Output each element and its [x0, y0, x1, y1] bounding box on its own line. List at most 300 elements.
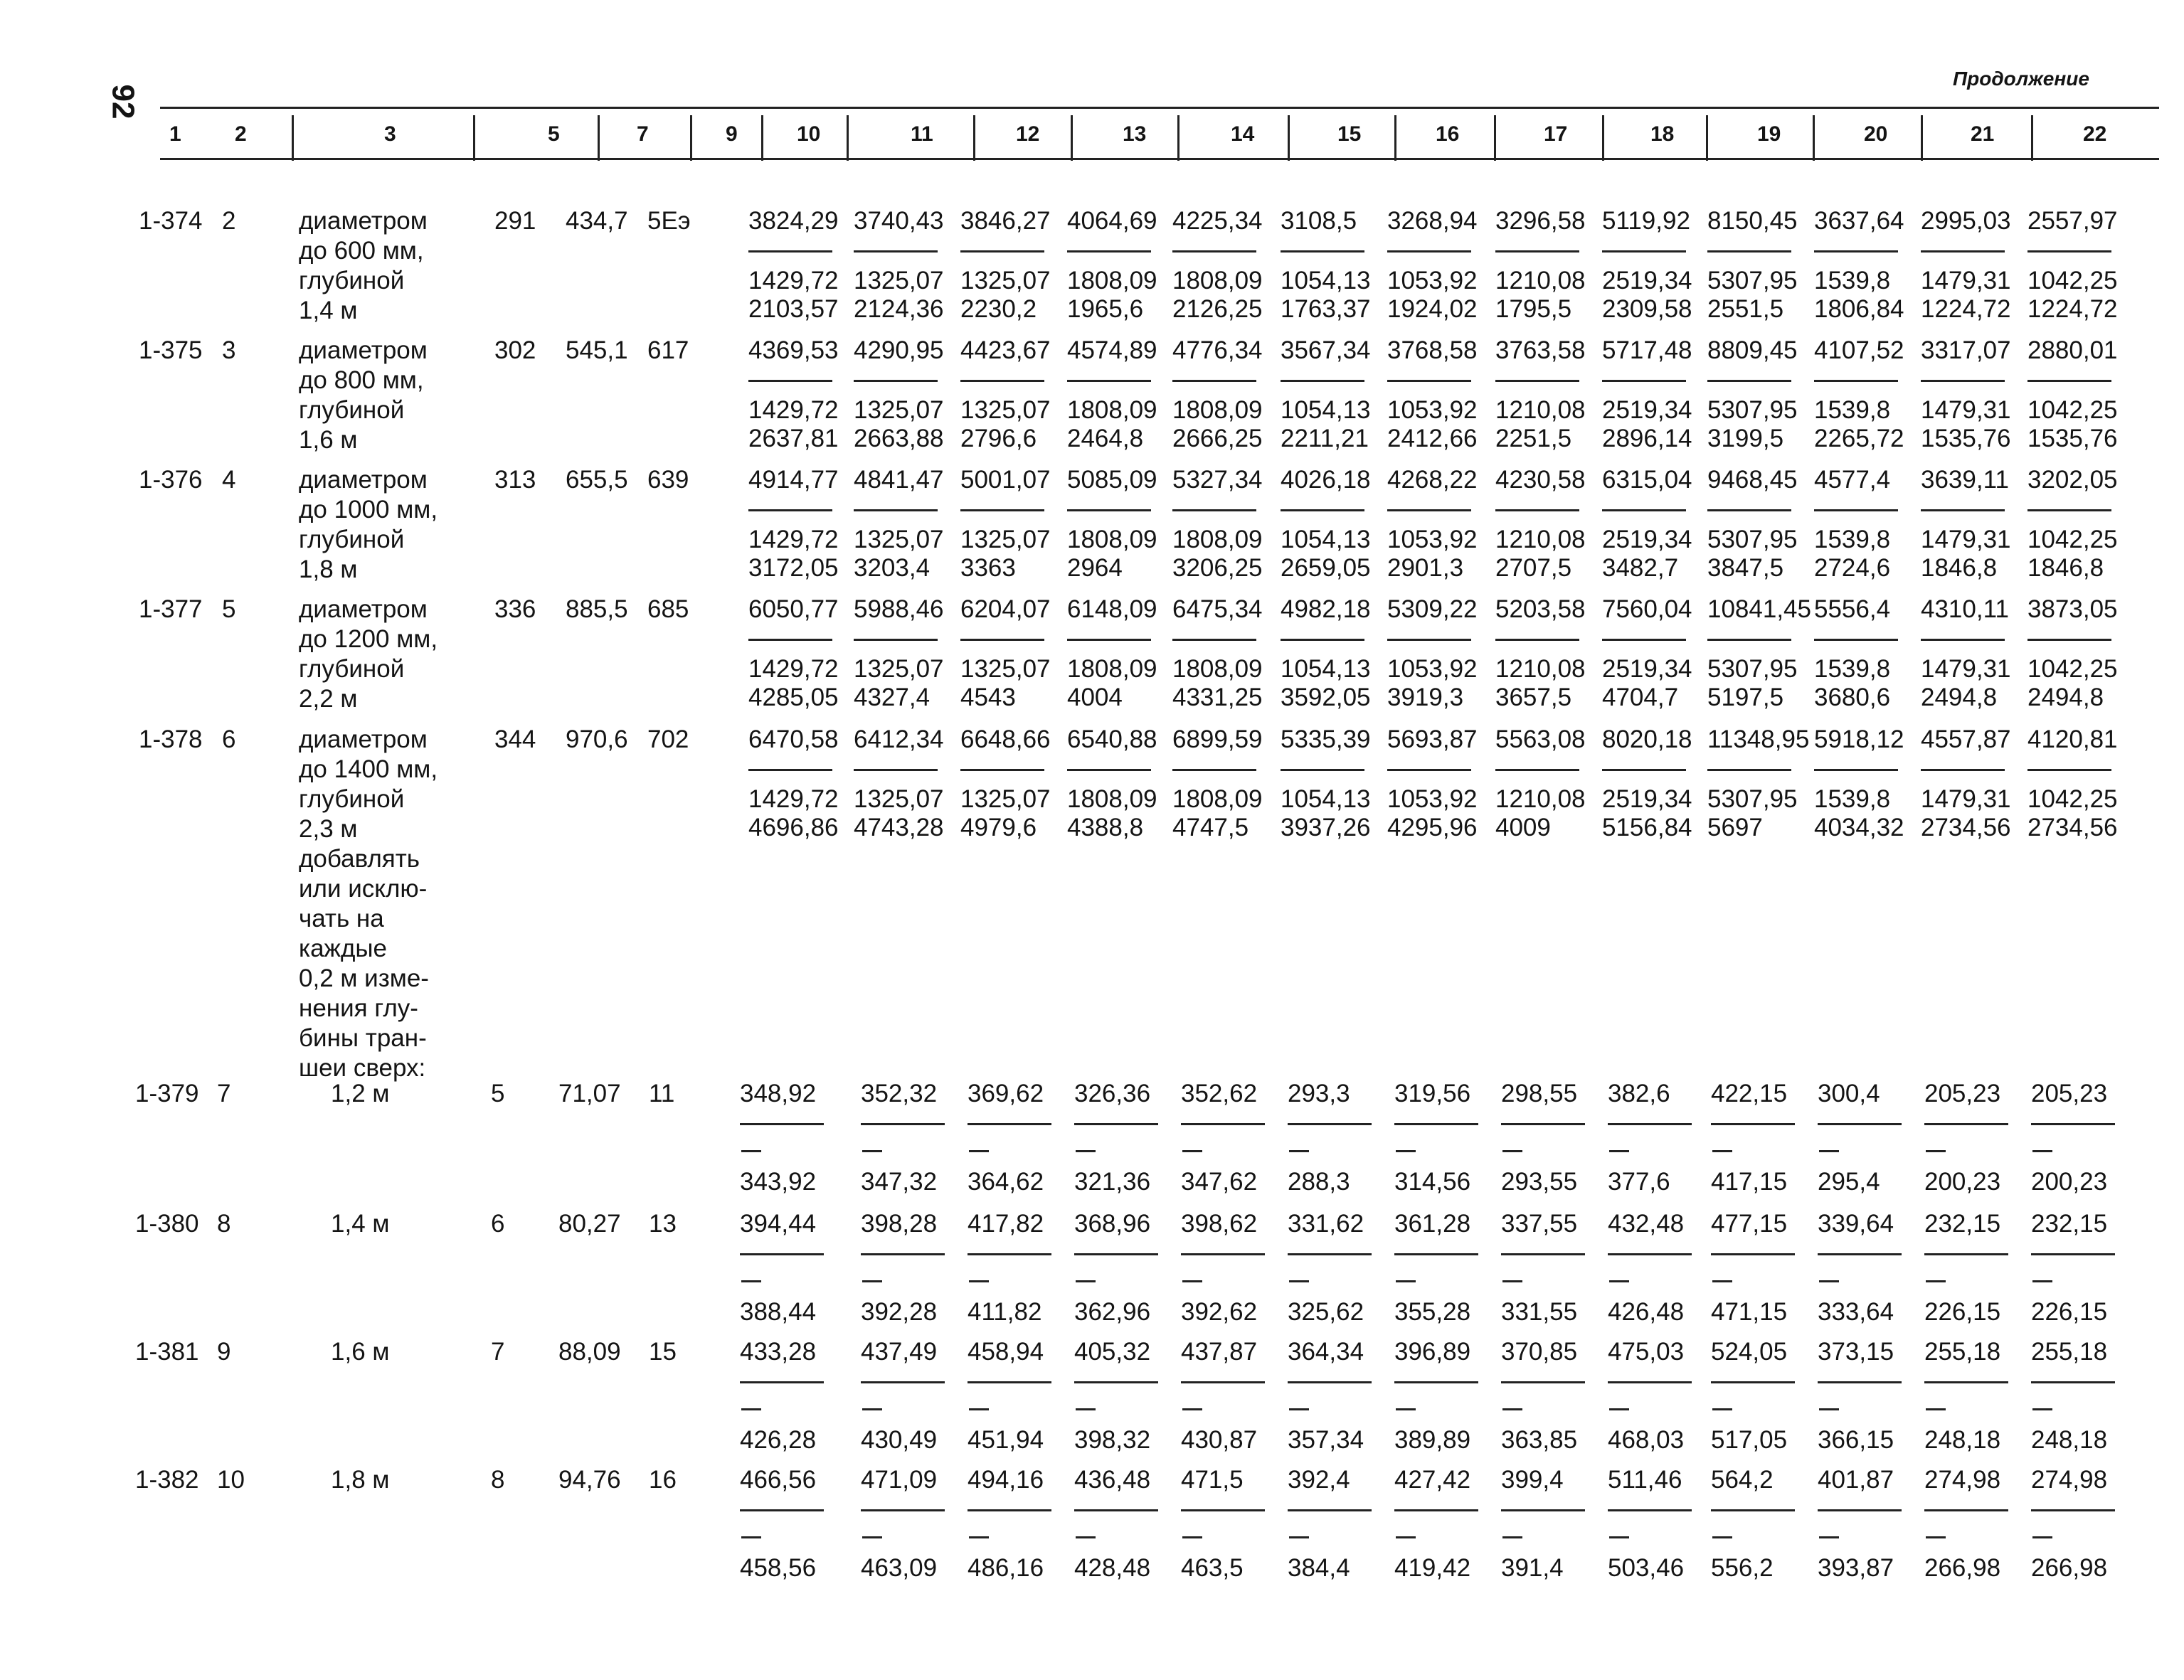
- cell-value-bottom: 377,6: [1608, 1168, 1670, 1196]
- fraction-dash: [1502, 1408, 1522, 1410]
- cell-value-mid: 1042,25: [2027, 655, 2118, 683]
- cell-value-bottom: 517,05: [1711, 1426, 1788, 1454]
- fraction-dash: [862, 1280, 882, 1282]
- header-separator: [1706, 115, 1708, 161]
- row-description-line: чать на: [299, 905, 384, 932]
- cell-value-bottom: 2663,88: [854, 425, 944, 452]
- cell-value-top: 4120,81: [2027, 725, 2118, 753]
- cell-col-7: 94,76: [558, 1466, 621, 1494]
- cell-value-bottom: 393,87: [1818, 1554, 1894, 1582]
- cell-value-top: 348,92: [740, 1080, 817, 1107]
- fraction-dash: [1707, 380, 1791, 382]
- cell-value-bottom: 4979,6: [960, 814, 1037, 841]
- cell-value-mid: 2519,34: [1602, 526, 1692, 553]
- fraction-dash: [1818, 1253, 1902, 1255]
- fraction-dash: [960, 250, 1044, 252]
- fraction-dash: [1602, 769, 1686, 771]
- cell-value-bottom: 4327,4: [854, 684, 931, 711]
- column-header-10: 10: [797, 122, 821, 146]
- cell-value-top: 4423,67: [960, 336, 1051, 364]
- cell-value-bottom: 1224,72: [1921, 295, 2011, 323]
- fraction-dash: [1074, 1381, 1158, 1383]
- cell-col-9: 617: [647, 336, 689, 364]
- cell-value-bottom: 4388,8: [1067, 814, 1144, 841]
- fraction-dash: [1495, 250, 1579, 252]
- header-separator: [1071, 115, 1073, 161]
- row-description-line: до 800 мм,: [299, 366, 424, 394]
- row-code: 1-377: [139, 595, 203, 623]
- cell-value-bottom: 343,92: [740, 1168, 817, 1196]
- cell-value-top: 6648,66: [960, 725, 1051, 753]
- row-description: 1,2 м: [331, 1080, 390, 1107]
- cell-value-top: 4982,18: [1281, 595, 1371, 623]
- cell-value-top: 11348,95: [1707, 725, 1810, 753]
- cell-value-bottom: 266,98: [1924, 1554, 2001, 1582]
- cell-value-top: 352,62: [1181, 1080, 1258, 1107]
- fraction-dash: [861, 1509, 945, 1511]
- header-separator: [973, 115, 975, 161]
- fraction-dash: [1818, 1509, 1902, 1511]
- cell-value-top: 437,87: [1181, 1338, 1258, 1366]
- fraction-dash: [1711, 1381, 1795, 1383]
- cell-value-mid: 1325,07: [854, 655, 944, 683]
- fraction-dash: [2032, 1536, 2052, 1538]
- fraction-dash: [1288, 1253, 1372, 1255]
- cell-value-bottom: 2659,05: [1281, 554, 1371, 582]
- cell-value-top: 2995,03: [1921, 207, 2011, 235]
- fraction-dash: [1707, 769, 1791, 771]
- header-separator: [1394, 115, 1396, 161]
- fraction-dash: [740, 1253, 824, 1255]
- cell-col-7: 970,6: [566, 725, 628, 753]
- cell-value-top: 3637,64: [1814, 207, 1904, 235]
- cell-value-top: 5988,46: [854, 595, 944, 623]
- cell-value-mid: 1053,92: [1387, 526, 1478, 553]
- cell-value-bottom: 355,28: [1394, 1298, 1471, 1326]
- cell-value-bottom: 426,28: [740, 1426, 817, 1454]
- fraction-dash: [1501, 1381, 1585, 1383]
- fraction-dash: [1818, 1381, 1902, 1383]
- row-description-line: нения глу-: [299, 994, 418, 1022]
- cell-col-5: 5: [491, 1080, 505, 1107]
- cell-value-top: 471,09: [861, 1466, 938, 1494]
- fraction-dash: [861, 1123, 945, 1125]
- cell-value-bottom: 2901,3: [1387, 554, 1464, 582]
- fraction-dash: [1074, 1509, 1158, 1511]
- fraction-dash: [1926, 1408, 1946, 1410]
- fraction-dash: [1281, 639, 1364, 641]
- cell-value-top: 398,28: [861, 1210, 938, 1238]
- fraction-dash: [740, 1509, 824, 1511]
- row-description-line: до 1200 мм,: [299, 625, 438, 653]
- cell-value-bottom: 389,89: [1394, 1426, 1471, 1454]
- row-description-line: до 600 мм,: [299, 237, 424, 265]
- row-description-line: до 1400 мм,: [299, 755, 438, 783]
- fraction-dash: [1076, 1150, 1096, 1152]
- fraction-dash: [1712, 1536, 1732, 1538]
- row-description-line: 2,3 м: [299, 815, 358, 843]
- fraction-dash: [1172, 250, 1256, 252]
- cell-value-bottom: 2124,36: [854, 295, 944, 323]
- fraction-dash: [1602, 380, 1686, 382]
- cell-value-bottom: 2230,2: [960, 295, 1037, 323]
- cell-value-top: 466,56: [740, 1466, 817, 1494]
- cell-value-top: 396,89: [1394, 1338, 1471, 1366]
- fraction-dash: [1608, 1381, 1692, 1383]
- cell-value-bottom: 428,48: [1074, 1554, 1151, 1582]
- fraction-dash: [1387, 769, 1471, 771]
- header-separator: [292, 115, 294, 161]
- cell-value-bottom: 3199,5: [1707, 425, 1784, 452]
- cell-value-top: 3873,05: [2027, 595, 2118, 623]
- cell-value-bottom: 288,3: [1288, 1168, 1350, 1196]
- row-code: 1-381: [135, 1338, 199, 1366]
- row-code: 1-376: [139, 466, 203, 494]
- cell-value-mid: 1539,8: [1814, 396, 1891, 424]
- fraction-dash: [1608, 1123, 1692, 1125]
- cell-value-top: 5085,09: [1067, 466, 1157, 494]
- column-header-1: 1: [169, 122, 181, 146]
- fraction-dash: [1394, 1381, 1478, 1383]
- cell-value-top: 4064,69: [1067, 207, 1157, 235]
- cell-value-bottom: 2494,8: [1921, 684, 1998, 711]
- fraction-dash: [1711, 1253, 1795, 1255]
- cell-value-top: 398,62: [1181, 1210, 1258, 1238]
- fraction-dash: [854, 509, 938, 511]
- cell-value-top: 4841,47: [854, 466, 944, 494]
- fraction-dash: [741, 1150, 761, 1152]
- cell-value-bottom: 363,85: [1501, 1426, 1578, 1454]
- column-header-14: 14: [1231, 122, 1255, 146]
- cell-value-bottom: 3937,26: [1281, 814, 1371, 841]
- cell-value-top: 255,18: [1924, 1338, 2001, 1366]
- cell-col-9: 639: [647, 466, 689, 494]
- cell-value-top: 437,49: [861, 1338, 938, 1366]
- cell-value-top: 5717,48: [1602, 336, 1692, 364]
- fraction-dash: [1067, 639, 1151, 641]
- cell-value-bottom: 2211,21: [1281, 425, 1369, 452]
- column-header-21: 21: [1971, 122, 1995, 146]
- cell-col-5: 313: [494, 466, 536, 494]
- row-code: 1-382: [135, 1466, 199, 1494]
- cell-value-bottom: 3203,4: [854, 554, 931, 582]
- cell-value-mid: 1325,07: [960, 785, 1051, 813]
- cell-value-top: 6475,34: [1172, 595, 1263, 623]
- cell-value-bottom: 458,56: [740, 1554, 817, 1582]
- row-number: 2: [222, 207, 236, 235]
- cell-value-bottom: 388,44: [740, 1298, 817, 1326]
- cell-value-bottom: 5156,84: [1602, 814, 1692, 841]
- fraction-dash: [1182, 1280, 1202, 1282]
- fraction-dash: [1172, 769, 1256, 771]
- cell-value-bottom: 248,18: [1924, 1426, 2001, 1454]
- cell-value-bottom: 4696,86: [748, 814, 839, 841]
- row-description-line: глубиной: [299, 655, 405, 683]
- cell-value-mid: 1325,07: [854, 526, 944, 553]
- fraction-dash: [1819, 1150, 1839, 1152]
- cell-value-bottom: 2412,66: [1387, 425, 1478, 452]
- cell-value-bottom: 366,15: [1818, 1426, 1894, 1454]
- fraction-dash: [1814, 380, 1898, 382]
- fraction-dash: [1281, 380, 1364, 382]
- fraction-dash: [1814, 509, 1898, 511]
- cell-value-top: 9468,45: [1707, 466, 1798, 494]
- cell-value-bottom: 4285,05: [748, 684, 839, 711]
- cell-value-bottom: 200,23: [1924, 1168, 2001, 1196]
- fraction-dash: [748, 380, 832, 382]
- cell-value-bottom: 2707,5: [1495, 554, 1572, 582]
- cell-value-bottom: 321,36: [1074, 1168, 1151, 1196]
- fraction-dash: [748, 639, 832, 641]
- fraction-dash: [1924, 1381, 2008, 1383]
- cell-value-bottom: 2734,56: [1921, 814, 2011, 841]
- fraction-dash: [1172, 380, 1256, 382]
- cell-value-top: 319,56: [1394, 1080, 1471, 1107]
- cell-value-mid: 1808,09: [1067, 785, 1157, 813]
- cell-value-top: 6204,07: [960, 595, 1051, 623]
- cell-value-mid: 1325,07: [960, 267, 1051, 294]
- header-separator: [2031, 115, 2033, 161]
- cell-value-top: 2880,01: [2027, 336, 2118, 364]
- cell-value-top: 3268,94: [1387, 207, 1478, 235]
- fraction-dash: [1067, 250, 1151, 252]
- row-description-line: добавлять: [299, 845, 420, 873]
- cell-col-9: 5Еэ: [647, 207, 691, 235]
- cell-value-top: 293,3: [1288, 1080, 1350, 1107]
- cell-value-bottom: 2103,57: [748, 295, 839, 323]
- fraction-dash: [862, 1150, 882, 1152]
- fraction-dash: [1281, 509, 1364, 511]
- cell-value-top: 370,85: [1501, 1338, 1578, 1366]
- fraction-dash: [968, 1123, 1051, 1125]
- row-description-line: диаметром: [299, 466, 428, 494]
- cell-value-top: 401,87: [1818, 1466, 1894, 1494]
- fraction-dash: [1712, 1408, 1732, 1410]
- cell-value-top: 10841,45: [1707, 595, 1811, 623]
- cell-value-bottom: 1846,8: [1921, 554, 1998, 582]
- cell-value-mid: 1429,72: [748, 526, 839, 553]
- fraction-dash: [1396, 1150, 1416, 1152]
- cell-value-top: 368,96: [1074, 1210, 1151, 1238]
- fraction-dash: [1502, 1150, 1522, 1152]
- cell-value-bottom: 3847,5: [1707, 554, 1784, 582]
- row-code: 1-380: [135, 1210, 199, 1238]
- cell-value-top: 394,44: [740, 1210, 817, 1238]
- row-code: 1-378: [139, 725, 203, 753]
- row-description-line: 1,8 м: [299, 555, 358, 583]
- cell-value-top: 298,55: [1501, 1080, 1578, 1107]
- cell-value-bottom: 331,55: [1501, 1298, 1578, 1326]
- cell-value-top: 3296,58: [1495, 207, 1586, 235]
- cell-value-bottom: 2796,6: [960, 425, 1037, 452]
- cell-value-bottom: 4004: [1067, 684, 1123, 711]
- cell-value-bottom: 357,34: [1288, 1426, 1364, 1454]
- fraction-dash: [1281, 250, 1364, 252]
- row-description-line: диаметром: [299, 336, 428, 364]
- cell-value-bottom: 1535,76: [2027, 425, 2118, 452]
- fraction-dash: [1926, 1536, 1946, 1538]
- fraction-dash: [1924, 1253, 2008, 1255]
- column-header-15: 15: [1337, 122, 1362, 146]
- fraction-dash: [1394, 1123, 1478, 1125]
- cell-value-top: 8809,45: [1707, 336, 1798, 364]
- cell-value-bottom: 426,48: [1608, 1298, 1685, 1326]
- fraction-dash: [2027, 380, 2111, 382]
- cell-value-top: 8150,45: [1707, 207, 1798, 235]
- cell-value-mid: 1042,25: [2027, 396, 2118, 424]
- row-number: 6: [222, 725, 236, 753]
- cell-value-top: 432,48: [1608, 1210, 1685, 1238]
- cell-value-top: 331,62: [1288, 1210, 1364, 1238]
- fraction-dash: [1172, 639, 1256, 641]
- cell-value-top: 511,46: [1608, 1466, 1682, 1494]
- cell-value-top: 4914,77: [748, 466, 839, 494]
- cell-value-bottom: 4009: [1495, 814, 1551, 841]
- column-header-11: 11: [911, 122, 933, 146]
- cell-value-top: 7560,04: [1602, 595, 1692, 623]
- fraction-dash: [2032, 1150, 2052, 1152]
- cell-value-top: 339,64: [1818, 1210, 1894, 1238]
- column-header-16: 16: [1436, 122, 1460, 146]
- cell-value-bottom: 364,62: [968, 1168, 1044, 1196]
- fraction-dash: [1609, 1150, 1629, 1152]
- row-description-line: 1,6 м: [299, 426, 358, 454]
- header-separator: [690, 115, 692, 161]
- row-description: 1,4 м: [331, 1210, 390, 1238]
- fraction-dash: [2031, 1381, 2115, 1383]
- cell-value-top: 417,82: [968, 1210, 1044, 1238]
- fraction-dash: [1712, 1150, 1732, 1152]
- fraction-dash: [1281, 769, 1364, 771]
- cell-col-5: 344: [494, 725, 536, 753]
- cell-value-top: 477,15: [1711, 1210, 1788, 1238]
- fraction-dash: [1921, 769, 2005, 771]
- cell-col-9: 685: [647, 595, 689, 623]
- fraction-dash: [1495, 769, 1579, 771]
- row-description-line: 0,2 м изме-: [299, 964, 429, 992]
- cell-value-bottom: 398,32: [1074, 1426, 1151, 1454]
- cell-value-top: 405,32: [1074, 1338, 1151, 1366]
- fraction-dash: [1396, 1536, 1416, 1538]
- header-separator: [473, 115, 475, 161]
- fraction-dash: [960, 639, 1044, 641]
- cell-value-mid: 5307,95: [1707, 526, 1798, 553]
- cell-value-top: 5327,34: [1172, 466, 1263, 494]
- cell-value-bottom: 3680,6: [1814, 684, 1891, 711]
- cell-value-bottom: 3482,7: [1602, 554, 1679, 582]
- column-header-2: 2: [235, 122, 247, 146]
- cell-value-mid: 1210,08: [1495, 267, 1586, 294]
- fraction-dash: [1707, 509, 1791, 511]
- fraction-dash: [2032, 1280, 2052, 1282]
- fraction-dash: [1288, 1509, 1372, 1511]
- fraction-dash: [1182, 1536, 1202, 1538]
- cell-value-top: 6412,34: [854, 725, 944, 753]
- row-number: 7: [217, 1080, 231, 1107]
- fraction-dash: [968, 1253, 1051, 1255]
- cell-value-top: 5335,39: [1281, 725, 1371, 753]
- cell-value-bottom: 417,15: [1711, 1168, 1788, 1196]
- fraction-dash: [741, 1408, 761, 1410]
- fraction-dash: [1921, 639, 2005, 641]
- cell-value-bottom: 4034,32: [1814, 814, 1904, 841]
- cell-value-top: 5203,58: [1495, 595, 1586, 623]
- fraction-dash: [1172, 509, 1256, 511]
- cell-value-top: 6470,58: [748, 725, 839, 753]
- cell-value-top: 369,62: [968, 1080, 1044, 1107]
- fraction-dash: [1181, 1253, 1265, 1255]
- fraction-dash: [748, 509, 832, 511]
- cell-value-top: 3639,11: [1921, 466, 2009, 494]
- header-separator: [761, 115, 763, 161]
- cell-value-top: 471,5: [1181, 1466, 1244, 1494]
- cell-value-top: 392,4: [1288, 1466, 1350, 1494]
- fraction-dash: [1387, 509, 1471, 511]
- row-description-line: глубиной: [299, 396, 405, 424]
- cell-value-top: 5556,4: [1814, 595, 1891, 623]
- fraction-dash: [1181, 1123, 1265, 1125]
- cell-value-mid: 1053,92: [1387, 785, 1478, 813]
- cell-value-bottom: 2265,72: [1814, 425, 1904, 452]
- cell-value-bottom: 325,62: [1288, 1298, 1364, 1326]
- cell-value-bottom: 391,4: [1501, 1554, 1564, 1582]
- column-header-7: 7: [637, 122, 649, 146]
- cell-value-top: 6050,77: [748, 595, 839, 623]
- row-description-line: бины тран-: [299, 1024, 427, 1052]
- cell-value-mid: 1210,08: [1495, 655, 1586, 683]
- fraction-dash: [1289, 1536, 1309, 1538]
- cell-value-mid: 1429,72: [748, 655, 839, 683]
- cell-value-bottom: 503,46: [1608, 1554, 1685, 1582]
- cell-value-bottom: 2666,25: [1172, 425, 1263, 452]
- cell-value-top: 5693,87: [1387, 725, 1478, 753]
- cell-col-5: 336: [494, 595, 536, 623]
- fraction-dash: [1921, 250, 2005, 252]
- cell-value-bottom: 2126,25: [1172, 295, 1263, 323]
- row-number: 10: [217, 1466, 245, 1494]
- cell-value-bottom: 2494,8: [2027, 684, 2104, 711]
- fraction-dash: [861, 1253, 945, 1255]
- column-header-12: 12: [1016, 122, 1040, 146]
- fraction-dash: [1396, 1280, 1416, 1282]
- cell-value-top: 3824,29: [748, 207, 839, 235]
- cell-value-bottom: 411,82: [968, 1298, 1042, 1326]
- row-code: 1-379: [135, 1080, 199, 1107]
- fraction-dash: [1814, 250, 1898, 252]
- fraction-dash: [1609, 1536, 1629, 1538]
- row-description-line: глубиной: [299, 526, 405, 553]
- cell-value-top: 6899,59: [1172, 725, 1263, 753]
- cell-value-top: 326,36: [1074, 1080, 1151, 1107]
- cell-col-5: 291: [494, 207, 536, 235]
- header-separator: [1177, 115, 1180, 161]
- page-number: 92: [105, 84, 141, 119]
- cell-value-top: 564,2: [1711, 1466, 1774, 1494]
- cell-value-bottom: 2964: [1067, 554, 1123, 582]
- fraction-dash: [960, 380, 1044, 382]
- fraction-dash: [1495, 639, 1579, 641]
- cell-value-top: 274,98: [1924, 1466, 2001, 1494]
- column-header-19: 19: [1757, 122, 1781, 146]
- cell-value-top: 5001,07: [960, 466, 1051, 494]
- cell-value-bottom: 2637,81: [748, 425, 839, 452]
- cell-value-bottom: 3919,3: [1387, 684, 1464, 711]
- cell-value-top: 4557,87: [1921, 725, 2011, 753]
- row-description-line: диаметром: [299, 595, 428, 623]
- cell-value-top: 205,23: [2031, 1080, 2108, 1107]
- cell-value-mid: 5307,95: [1707, 655, 1798, 683]
- fraction-dash: [740, 1381, 824, 1383]
